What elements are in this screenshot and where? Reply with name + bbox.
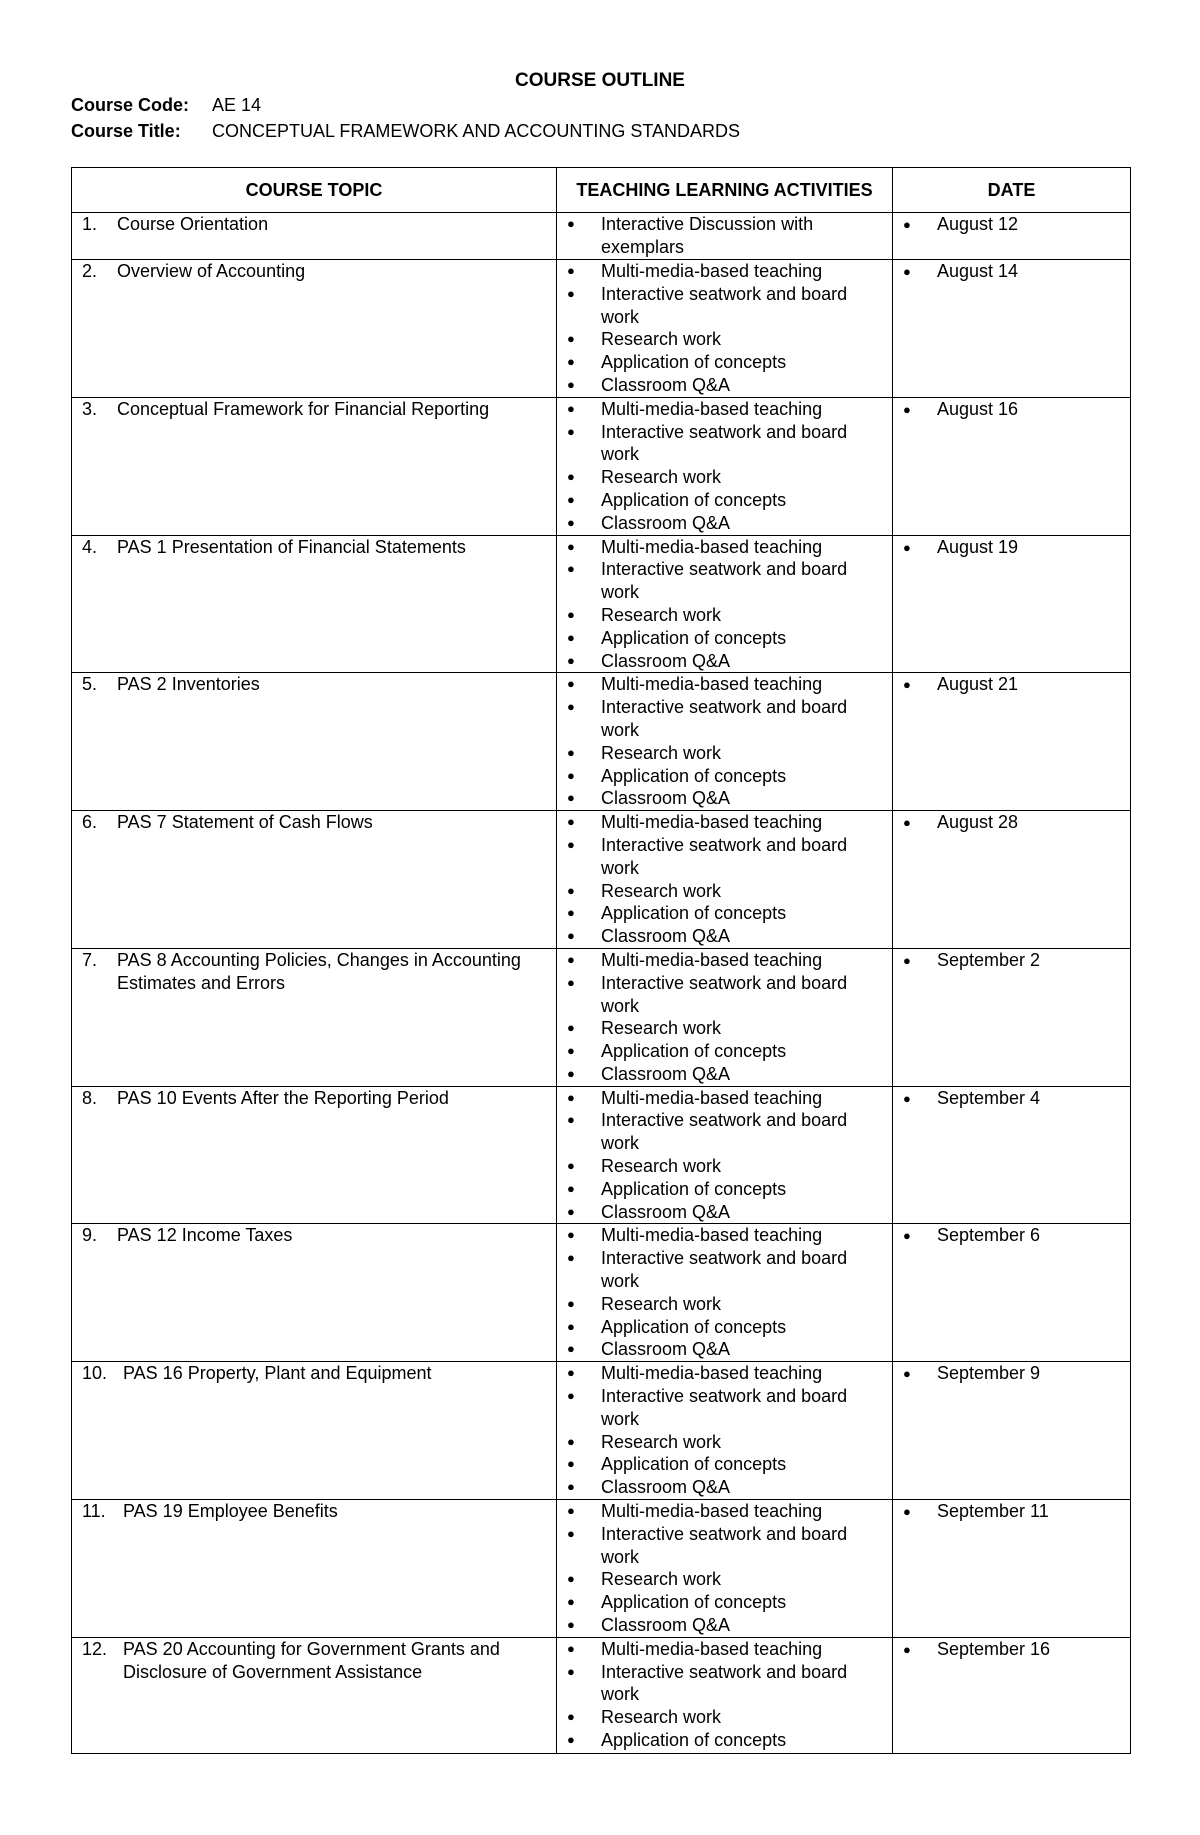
bullet-icon: ● xyxy=(903,677,911,693)
activities-list xyxy=(557,213,892,259)
course-topic-cell xyxy=(72,397,557,535)
date-text: September 11 xyxy=(937,1501,1049,1522)
list-item xyxy=(567,1614,888,1637)
course-title-value: CONCEPTUAL FRAMEWORK AND ACCOUNTING STANDARDS xyxy=(212,121,741,141)
bullet-icon: ● xyxy=(567,538,575,554)
bullet-icon: ● xyxy=(567,1112,575,1128)
bullet-icon: ● xyxy=(567,263,575,278)
topic-text: Conceptual Framework for Financial Reporting xyxy=(117,398,490,419)
bullet-icon: ● xyxy=(567,1180,575,1196)
course-code-row xyxy=(71,95,261,116)
list-item xyxy=(567,1040,888,1063)
bullet-icon: ● xyxy=(567,951,575,967)
activities-cell xyxy=(557,397,893,535)
activity-text: Classroom Q&A xyxy=(601,1615,731,1636)
topic-text: Overview of Accounting xyxy=(117,261,306,281)
course-topic-cell xyxy=(72,535,557,673)
date-text: September 6 xyxy=(937,1225,1041,1246)
bullet-icon: ● xyxy=(567,1663,575,1679)
topic-number: 11. xyxy=(82,1501,106,1522)
activities-list xyxy=(557,1224,892,1361)
course-topic-cell xyxy=(72,1362,557,1500)
activity-text: Multi-media-based teaching xyxy=(601,812,823,833)
list-item xyxy=(567,1247,888,1293)
activity-text: Classroom Q&A xyxy=(601,650,731,671)
activities-cell xyxy=(557,213,893,260)
topic-number: 4. xyxy=(82,536,98,557)
date-cell xyxy=(893,811,1131,949)
topic-text: PAS 1 Presentation of Financial Statements xyxy=(117,536,466,557)
date-text: September 4 xyxy=(937,1087,1041,1108)
list-item xyxy=(567,1087,888,1110)
header-date: DATE xyxy=(893,168,1131,213)
table-row xyxy=(72,1086,1131,1224)
date-text: September 9 xyxy=(937,1363,1041,1384)
topic-text: PAS 16 Property, Plant and Equipment xyxy=(123,1363,432,1384)
topic-number: 3. xyxy=(82,398,98,419)
bullet-icon: ● xyxy=(567,1295,575,1311)
activities-list xyxy=(557,398,892,535)
date-text: August 19 xyxy=(937,536,1019,557)
list-item xyxy=(567,398,888,421)
activities-cell xyxy=(557,535,893,673)
course-topic-cell xyxy=(72,1500,557,1638)
list-item xyxy=(567,283,888,329)
activity-text: Multi-media-based teaching xyxy=(601,1087,823,1108)
topic-number: 7. xyxy=(82,949,98,970)
activity-text: Classroom Q&A xyxy=(601,1201,731,1222)
list-item xyxy=(567,1476,888,1499)
list-item xyxy=(567,1293,888,1316)
activity-text: Research work xyxy=(601,1431,722,1452)
bullet-icon: ● xyxy=(567,1525,575,1541)
course-topic-cell xyxy=(72,948,557,1086)
activity-text: Application of concepts xyxy=(601,489,787,510)
activity-text: Application of concepts xyxy=(601,1730,787,1750)
table-row xyxy=(72,1637,1131,1753)
activities-list xyxy=(557,949,892,1086)
date-text: August 14 xyxy=(937,261,1019,281)
activity-text: Application of concepts xyxy=(601,1178,787,1199)
list-item xyxy=(567,536,888,559)
course-topic-cell xyxy=(72,673,557,811)
bullet-icon: ● xyxy=(567,469,575,485)
course-topic-cell xyxy=(72,1086,557,1224)
topic-text: PAS 8 Accounting Policies, Changes in Accounting Estimates and Errors xyxy=(117,949,521,993)
activity-text: Interactive seatwork and board work xyxy=(601,1110,848,1154)
activities-cell xyxy=(557,1224,893,1362)
bullet-icon: ● xyxy=(567,354,575,370)
bullet-icon: ● xyxy=(567,1456,575,1472)
list-item xyxy=(567,489,888,512)
activity-text: Research work xyxy=(601,1156,722,1177)
list-item xyxy=(567,742,888,765)
list-item xyxy=(567,1316,888,1339)
topic-text: PAS 19 Employee Benefits xyxy=(123,1501,338,1522)
activities-list xyxy=(557,673,892,810)
bullet-icon: ● xyxy=(567,1617,575,1633)
activity-text: Classroom Q&A xyxy=(601,1063,731,1084)
activities-cell xyxy=(557,811,893,949)
activity-text: Application of concepts xyxy=(601,627,787,648)
table-row xyxy=(72,213,1131,260)
list-item xyxy=(567,1224,888,1247)
bullet-icon: ● xyxy=(903,1504,911,1520)
activities-cell xyxy=(557,1362,893,1500)
topic-text: Course Orientation xyxy=(117,214,269,234)
bullet-icon: ● xyxy=(903,1090,911,1106)
activities-list xyxy=(557,536,892,673)
activities-list xyxy=(557,1362,892,1499)
activity-text: Multi-media-based teaching xyxy=(601,398,823,419)
activity-text: Application of concepts xyxy=(601,1041,787,1062)
list-item xyxy=(567,604,888,627)
course-title-row xyxy=(71,121,740,142)
list-item xyxy=(567,1729,888,1752)
bullet-icon: ● xyxy=(567,1203,575,1219)
bullet-icon: ● xyxy=(567,1479,575,1495)
bullet-icon: ● xyxy=(903,217,911,232)
bullet-icon: ● xyxy=(567,1089,575,1105)
bullet-icon: ● xyxy=(567,606,575,622)
bullet-icon: ● xyxy=(903,952,911,968)
activity-text: Multi-media-based teaching xyxy=(601,261,823,281)
list-item xyxy=(567,558,888,604)
activity-text: Research work xyxy=(601,880,722,901)
activity-text: Classroom Q&A xyxy=(601,512,731,533)
list-item xyxy=(567,1017,888,1040)
list-item xyxy=(567,925,888,948)
list-item xyxy=(567,1706,888,1729)
topic-text: PAS 20 Accounting for Government Grants and Disclosure of Government Assistance xyxy=(123,1638,500,1682)
activity-text: Research work xyxy=(601,604,722,625)
list-item xyxy=(567,949,888,972)
activity-text: Interactive seatwork and board work xyxy=(601,559,848,603)
activity-text: Application of concepts xyxy=(601,352,787,373)
date-text: August 12 xyxy=(937,214,1019,234)
activity-text: Interactive Discussion with exemplars xyxy=(601,214,814,257)
topic-text: PAS 10 Events After the Reporting Period xyxy=(117,1087,449,1108)
list-item xyxy=(567,1568,888,1591)
bullet-icon: ● xyxy=(567,1065,575,1081)
list-item xyxy=(567,1201,888,1224)
table-row xyxy=(72,948,1131,1086)
table-row xyxy=(72,397,1131,535)
list-item xyxy=(567,902,888,925)
table-row xyxy=(72,535,1131,673)
bullet-icon: ● xyxy=(567,285,575,301)
date-cell xyxy=(893,948,1131,1086)
course-topic-cell xyxy=(72,1224,557,1362)
list-item xyxy=(567,765,888,788)
bullet-icon: ● xyxy=(567,514,575,530)
activities-cell xyxy=(557,673,893,811)
bullet-icon: ● xyxy=(903,264,911,279)
activity-text: Classroom Q&A xyxy=(601,1339,731,1360)
date-text: September 16 xyxy=(937,1638,1051,1659)
activity-text: Application of concepts xyxy=(601,765,787,786)
bullet-icon: ● xyxy=(567,376,575,392)
list-item xyxy=(567,1591,888,1614)
header-course-topic: COURSE TOPIC xyxy=(72,168,557,213)
topic-number: 9. xyxy=(82,1225,98,1246)
bullet-icon: ● xyxy=(567,814,575,830)
activity-text: Interactive seatwork and board work xyxy=(601,421,848,465)
activity-text: Classroom Q&A xyxy=(601,1477,731,1498)
topic-number: 1. xyxy=(82,214,98,234)
bullet-icon: ● xyxy=(567,1250,575,1266)
bullet-icon: ● xyxy=(567,676,575,692)
list-item xyxy=(567,787,888,810)
list-item xyxy=(567,1155,888,1178)
list-item xyxy=(567,673,888,696)
activity-text: Interactive seatwork and board work xyxy=(601,1661,848,1705)
bullet-icon: ● xyxy=(567,1020,575,1036)
table-row xyxy=(72,1500,1131,1638)
course-topic-cell xyxy=(72,213,557,260)
topic-number: 8. xyxy=(82,1087,98,1108)
activities-list xyxy=(557,260,892,397)
list-item xyxy=(567,811,888,834)
table-row xyxy=(72,1224,1131,1362)
bullet-icon: ● xyxy=(567,1732,575,1747)
date-cell xyxy=(893,1500,1131,1638)
list-item xyxy=(567,374,888,397)
list-item xyxy=(567,351,888,374)
bullet-icon: ● xyxy=(567,1503,575,1519)
header-teaching-activities: TEACHING LEARNING ACTIVITIES xyxy=(557,168,893,213)
list-item xyxy=(567,1638,888,1661)
topic-text: PAS 12 Income Taxes xyxy=(117,1225,293,1246)
list-item xyxy=(567,213,888,259)
bullet-icon: ● xyxy=(567,629,575,645)
activity-text: Research work xyxy=(601,329,722,350)
date-cell xyxy=(893,397,1131,535)
activity-text: Research work xyxy=(601,1018,722,1039)
bullet-icon: ● xyxy=(567,652,575,668)
list-item xyxy=(567,696,888,742)
activities-list xyxy=(557,1087,892,1224)
activity-text: Research work xyxy=(601,1707,722,1728)
activity-text: Application of concepts xyxy=(601,1592,787,1613)
activity-text: Multi-media-based teaching xyxy=(601,674,823,695)
date-text: August 21 xyxy=(937,674,1019,695)
topic-text: PAS 7 Statement of Cash Flows xyxy=(117,812,373,833)
activities-cell xyxy=(557,1500,893,1638)
activity-text: Interactive seatwork and board work xyxy=(601,1248,848,1292)
date-cell xyxy=(893,1637,1131,1753)
activity-text: Interactive seatwork and board work xyxy=(601,1523,848,1567)
bullet-icon: ● xyxy=(567,1227,575,1243)
course-topic-cell xyxy=(72,260,557,398)
course-outline-table xyxy=(71,167,1131,1754)
date-cell xyxy=(893,673,1131,811)
table-row xyxy=(72,673,1131,811)
activity-text: Multi-media-based teaching xyxy=(601,949,823,970)
activity-text: Classroom Q&A xyxy=(601,374,731,395)
topic-number: 5. xyxy=(82,674,98,695)
list-item xyxy=(567,1523,888,1569)
activity-text: Interactive seatwork and board work xyxy=(601,283,848,327)
activity-text: Research work xyxy=(601,742,722,763)
bullet-icon: ● xyxy=(903,1366,911,1382)
activity-text: Application of concepts xyxy=(601,1454,787,1475)
list-item xyxy=(567,627,888,650)
bullet-icon: ● xyxy=(567,767,575,783)
bullet-icon: ● xyxy=(567,491,575,507)
list-item xyxy=(567,1362,888,1385)
activity-text: Multi-media-based teaching xyxy=(601,1501,823,1522)
activity-text: Research work xyxy=(601,467,722,488)
date-text: September 2 xyxy=(937,949,1041,970)
bullet-icon: ● xyxy=(567,1318,575,1334)
list-item xyxy=(567,421,888,467)
bullet-icon: ● xyxy=(567,1640,575,1656)
date-cell xyxy=(893,535,1131,673)
topic-number: 2. xyxy=(82,261,98,281)
activity-text: Classroom Q&A xyxy=(601,926,731,947)
bullet-icon: ● xyxy=(903,1641,911,1657)
bullet-icon: ● xyxy=(567,1388,575,1404)
bullet-icon: ● xyxy=(567,1341,575,1357)
list-item xyxy=(567,1385,888,1431)
activity-text: Interactive seatwork and board work xyxy=(601,697,848,740)
bullet-icon: ● xyxy=(567,1709,575,1725)
bullet-icon: ● xyxy=(567,882,575,898)
activities-list xyxy=(557,1638,892,1752)
activity-text: Application of concepts xyxy=(601,1316,787,1337)
table-row xyxy=(72,811,1131,949)
list-item xyxy=(567,1500,888,1523)
course-topic-cell xyxy=(72,1637,557,1753)
activities-list xyxy=(557,811,892,948)
bullet-icon: ● xyxy=(567,744,575,760)
bullet-icon: ● xyxy=(567,561,575,577)
activity-text: Research work xyxy=(601,1569,722,1590)
list-item xyxy=(567,650,888,673)
topic-number: 6. xyxy=(82,812,98,833)
bullet-icon: ● xyxy=(903,539,911,555)
bullet-icon: ● xyxy=(567,1571,575,1587)
bullet-icon: ● xyxy=(903,1228,911,1244)
date-cell xyxy=(893,1362,1131,1500)
date-cell xyxy=(893,1224,1131,1362)
bullet-icon: ● xyxy=(567,423,575,439)
bullet-icon: ● xyxy=(567,216,575,231)
date-cell xyxy=(893,213,1131,260)
list-item xyxy=(567,834,888,880)
activities-cell xyxy=(557,948,893,1086)
activity-text: Multi-media-based teaching xyxy=(601,1638,823,1659)
bullet-icon: ● xyxy=(567,1158,575,1174)
table-header-row xyxy=(72,168,1131,213)
list-item xyxy=(567,328,888,351)
list-item xyxy=(567,1338,888,1361)
bullet-icon: ● xyxy=(567,1365,575,1381)
date-cell xyxy=(893,1086,1131,1224)
table-row xyxy=(72,1362,1131,1500)
course-code-label: Course Code: xyxy=(71,95,190,115)
date-cell xyxy=(893,260,1131,398)
list-item xyxy=(567,972,888,1018)
bullet-icon: ● xyxy=(567,928,575,944)
list-item xyxy=(567,1063,888,1086)
date-text: August 28 xyxy=(937,812,1019,833)
list-item xyxy=(567,1109,888,1155)
list-item xyxy=(567,260,888,283)
topic-text: PAS 2 Inventories xyxy=(117,674,260,695)
activity-text: Interactive seatwork and board work xyxy=(601,1386,848,1429)
activity-text: Multi-media-based teaching xyxy=(601,1225,823,1246)
bullet-icon: ● xyxy=(567,1043,575,1059)
bullet-icon: ● xyxy=(567,905,575,921)
bullet-icon: ● xyxy=(903,401,911,417)
activities-list xyxy=(557,1500,892,1637)
list-item xyxy=(567,1431,888,1454)
bullet-icon: ● xyxy=(567,1433,575,1449)
activities-cell xyxy=(557,260,893,398)
bullet-icon: ● xyxy=(567,790,575,806)
activity-text: Research work xyxy=(601,1293,722,1314)
list-item xyxy=(567,1178,888,1201)
topic-number: 12. xyxy=(82,1638,108,1659)
table-row xyxy=(72,260,1131,398)
activity-text: Interactive seatwork and board work xyxy=(601,834,848,878)
bullet-icon: ● xyxy=(567,699,575,715)
bullet-icon: ● xyxy=(567,1594,575,1610)
bullet-icon: ● xyxy=(567,836,575,852)
list-item xyxy=(567,1453,888,1476)
activities-cell xyxy=(557,1637,893,1753)
list-item xyxy=(567,466,888,489)
list-item xyxy=(567,880,888,903)
bullet-icon: ● xyxy=(903,815,911,831)
activity-text: Application of concepts xyxy=(601,903,787,924)
date-text: August 16 xyxy=(937,398,1019,419)
activity-text: Interactive seatwork and board work xyxy=(601,972,848,1016)
list-item xyxy=(567,512,888,535)
activities-cell xyxy=(557,1086,893,1224)
bullet-icon: ● xyxy=(567,331,575,347)
course-title-label: Course Title: xyxy=(71,121,181,141)
activity-text: Multi-media-based teaching xyxy=(601,536,823,557)
bullet-icon: ● xyxy=(567,974,575,990)
course-code-value: AE 14 xyxy=(212,95,262,115)
list-item xyxy=(567,1661,888,1707)
activity-text: Multi-media-based teaching xyxy=(601,1363,823,1384)
course-topic-cell xyxy=(72,811,557,949)
bullet-icon: ● xyxy=(567,400,575,416)
document-title: COURSE OUTLINE xyxy=(515,70,685,91)
activity-text: Classroom Q&A xyxy=(601,788,731,809)
topic-number: 10. xyxy=(82,1363,108,1384)
